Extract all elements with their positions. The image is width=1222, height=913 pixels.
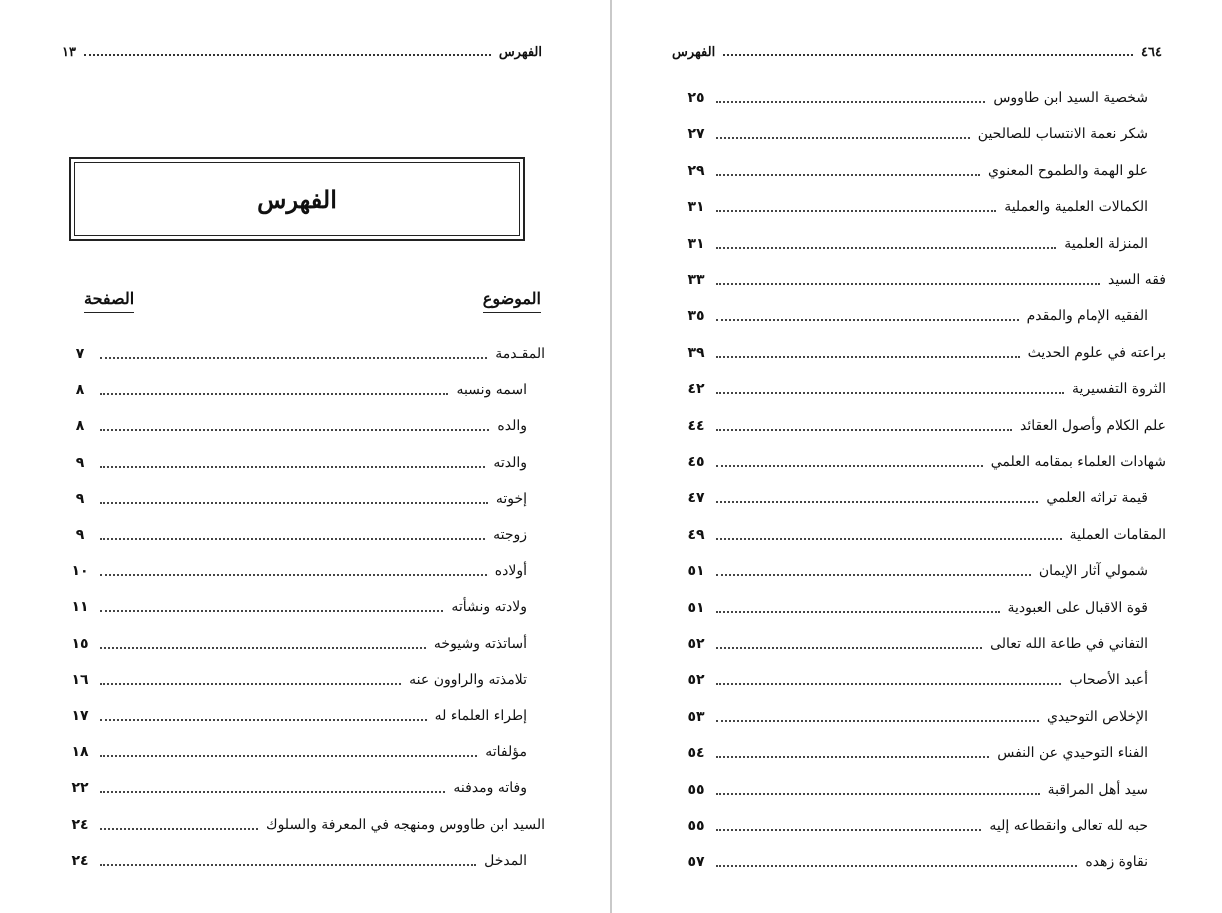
toc-entry (676, 377, 1166, 401)
toc-entry-page: ٥٥ (687, 818, 705, 834)
toc-leader-dots (100, 647, 426, 649)
toc-entry-title: والده (497, 418, 527, 435)
toc-entry (676, 159, 1166, 183)
toc-entry-title: شكر نعمة الانتساب للصالحين (977, 126, 1148, 143)
toc-leader-dots (716, 137, 970, 139)
toc-entry-title: أولاده (494, 563, 527, 580)
toc-entry (60, 813, 545, 837)
toc-entry-title: وفاته ومدفنه (453, 780, 527, 797)
toc-entry-page: ٢٤ (71, 852, 89, 869)
toc-leader-dots (716, 829, 981, 831)
toc-entry-title: براعته في علوم الحديث (1027, 344, 1166, 361)
toc-entry (60, 487, 545, 511)
toc-entry-title: تلامذته والراوون عنه (409, 671, 527, 688)
toc-entry-title: المنزلة العلمية (1064, 235, 1148, 252)
page-column-header: الصفحة (84, 289, 134, 313)
toc-entry (676, 523, 1166, 547)
toc-entry-page: ٤٢ (687, 381, 705, 398)
toc-entry (676, 596, 1166, 620)
index-title: الفهرس (74, 162, 520, 236)
right-toc-list (676, 86, 1166, 886)
left-page (0, 0, 610, 913)
toc-leader-dots (100, 864, 476, 866)
toc-entry (676, 559, 1166, 583)
topic-column-header: الموضوع (483, 289, 541, 313)
toc-entry-page: ٢٧ (687, 126, 705, 143)
toc-leader-dots (716, 429, 1012, 431)
toc-entry (60, 740, 545, 764)
toc-entry-page: ١٥ (71, 635, 89, 652)
toc-leader-dots (716, 501, 1038, 503)
toc-entry-page: ٥٧ (687, 854, 705, 871)
toc-entry-page: ٣١ (687, 199, 705, 216)
toc-entry (676, 705, 1166, 729)
toc-entry (676, 778, 1166, 802)
toc-entry-page: ١٧ (71, 708, 89, 724)
toc-entry-page: ١٨ (71, 744, 89, 761)
toc-entry-page: ٣٣ (687, 272, 705, 288)
toc-entry-page: ٣٩ (687, 344, 705, 361)
left-toc-list (60, 342, 545, 882)
toc-entry-title: نقاوة زهده (1085, 854, 1148, 871)
toc-entry (60, 704, 545, 728)
toc-leader-dots (100, 755, 477, 757)
toc-entry-title: الإخلاص التوحيدي (1046, 708, 1148, 725)
toc-entry-page: ٤٧ (687, 490, 705, 507)
toc-entry-page: ١٠ (71, 563, 89, 580)
toc-entry-title: سيد أهل المراقبة (1047, 781, 1148, 798)
toc-leader-dots (100, 791, 445, 793)
toc-leader-dots (100, 828, 258, 830)
toc-leader-dots (100, 574, 487, 576)
toc-entry-title: الكمالات العلمية والعملية (1004, 199, 1148, 216)
toc-leader-dots (716, 865, 1077, 867)
left-running-head (62, 42, 542, 62)
toc-entry-page: ٥٥ (687, 781, 705, 798)
toc-entry (676, 814, 1166, 838)
toc-leader-dots (716, 174, 980, 176)
toc-leader-dots (100, 719, 427, 721)
toc-entry-page: ١١ (71, 599, 89, 616)
toc-entry-title: علم الكلام وأصول العقائد (1019, 417, 1166, 434)
toc-entry (676, 450, 1166, 474)
index-title-frame (69, 157, 525, 241)
toc-entry-page: ٣١ (687, 235, 705, 252)
toc-entry-title: شهادات العلماء بمقامه العلمي (990, 454, 1166, 470)
toc-entry-page: ٥٢ (687, 636, 705, 652)
toc-leader-dots (716, 210, 996, 212)
toc-entry-title: قوة الاقبال على العبودية (1007, 599, 1148, 616)
toc-entry-page: ٩ (75, 490, 85, 507)
running-head-page-number: ٤٦٤ (1141, 44, 1162, 60)
toc-entry (60, 378, 545, 402)
toc-leader-dots (716, 247, 1056, 249)
toc-leader-dots (716, 101, 985, 103)
toc-leader-dots (100, 538, 485, 540)
toc-leader-dots (716, 465, 983, 467)
toc-entry (676, 668, 1166, 692)
toc-entry-page: ٤٩ (687, 526, 705, 543)
toc-entry (676, 195, 1166, 219)
toc-leader-dots (716, 283, 1100, 285)
toc-entry-page: ٩ (75, 454, 85, 471)
toc-entry (60, 414, 545, 438)
right-running-head (672, 42, 1162, 62)
toc-leader-dots (100, 683, 401, 685)
toc-entry (676, 632, 1166, 656)
toc-entry (60, 451, 545, 475)
toc-entry-title: السيد ابن طاووس ومنهجه في المعرفة والسلوك (266, 816, 545, 833)
running-head-page-number: ١٣ (62, 44, 76, 60)
toc-entry-title: الفناء التوحيدي عن النفس (997, 745, 1148, 762)
toc-leader-dots (716, 756, 989, 758)
toc-entry (676, 122, 1166, 146)
toc-entry-page: ١٦ (71, 671, 89, 688)
toc-entry-page: ٤٤ (687, 417, 705, 434)
toc-entry-page: ٥٢ (687, 672, 705, 689)
toc-leader-dots (100, 502, 488, 504)
toc-entry-title: أعبد الأصحاب (1069, 672, 1148, 689)
toc-entry (676, 304, 1166, 328)
toc-entry-title: زوجته (493, 527, 527, 543)
toc-entry (676, 232, 1166, 256)
running-head-leader (84, 54, 491, 56)
toc-entry-title: المقـدمة (495, 346, 545, 362)
toc-entry (60, 523, 545, 547)
toc-entry-page: ٣٥ (687, 308, 705, 325)
toc-entry (676, 850, 1166, 874)
toc-leader-dots (716, 319, 1019, 321)
toc-entry-page: ٢٩ (687, 162, 705, 179)
toc-entry-title: علو الهمة والطموح المعنوي (988, 162, 1148, 179)
toc-entry-title: المدخل (484, 852, 527, 869)
toc-entry-title: مؤلفاته (485, 744, 527, 761)
toc-entry-title: فقه السيد (1108, 272, 1166, 288)
toc-entry-page: ٥١ (687, 563, 705, 580)
toc-leader-dots (716, 793, 1040, 795)
toc-leader-dots (100, 357, 487, 359)
toc-entry-title: إخوته (495, 490, 527, 507)
right-page (612, 0, 1222, 913)
toc-entry-title: شخصية السيد ابن طاووس (993, 90, 1148, 106)
toc-leader-dots (716, 683, 1061, 685)
toc-entry-title: الفقيه الإمام والمقدم (1026, 308, 1148, 325)
toc-leader-dots (100, 393, 448, 395)
toc-leader-dots (100, 429, 489, 431)
toc-entry-title: شمولي آثار الإيمان (1038, 563, 1148, 580)
toc-entry-page: ٢٤ (71, 816, 89, 833)
toc-entry (60, 776, 545, 800)
toc-entry (60, 559, 545, 583)
toc-entry-page: ٩ (75, 527, 85, 543)
toc-entry (676, 414, 1166, 438)
toc-entry (60, 595, 545, 619)
toc-leader-dots (716, 720, 1039, 722)
toc-entry-title: ولادته ونشأته (451, 599, 527, 616)
toc-entry-page: ٢٢ (71, 780, 89, 797)
toc-entry-title: قيمة تراثه العلمي (1046, 490, 1148, 507)
toc-entry-title: أساتذته وشيوخه (433, 635, 527, 652)
toc-entry (676, 741, 1166, 765)
toc-entry-title: إطراء العلماء له (434, 708, 527, 724)
toc-leader-dots (716, 392, 1064, 394)
toc-entry-page: ٥٤ (687, 745, 705, 762)
toc-leader-dots (716, 611, 1000, 613)
toc-entry (676, 486, 1166, 510)
toc-leader-dots (716, 538, 1062, 540)
toc-leader-dots (716, 647, 982, 649)
toc-entry (60, 632, 545, 656)
running-head-title: الفهرس (498, 44, 542, 60)
toc-entry-page: ٤٥ (687, 454, 705, 470)
toc-entry-title: الثروة التفسيرية (1072, 381, 1166, 398)
toc-entry (60, 668, 545, 692)
toc-entry-page: ٥٣ (687, 708, 705, 725)
toc-leader-dots (100, 466, 485, 468)
toc-entry (676, 86, 1166, 110)
running-head-leader (723, 54, 1133, 56)
toc-entry (60, 342, 545, 366)
toc-entry-title: التفاني في طاعة الله تعالى (990, 636, 1148, 652)
toc-leader-dots (100, 610, 443, 612)
toc-entry-title: والدته (493, 454, 527, 471)
toc-entry-page: ٥١ (687, 599, 705, 616)
toc-entry-page: ٢٥ (687, 90, 705, 106)
toc-entry-page: ٨ (75, 382, 85, 399)
toc-entry (676, 341, 1166, 365)
toc-entry-title: اسمه ونسبه (456, 382, 527, 399)
toc-entry-page: ٧ (75, 346, 85, 362)
toc-entry (60, 849, 545, 873)
toc-entry-title: حبه لله تعالى وانقطاعه إليه (989, 818, 1148, 834)
toc-entry-title: المقامات العملية (1069, 526, 1166, 543)
toc-entry-page: ٨ (75, 418, 85, 435)
toc-leader-dots (716, 356, 1020, 358)
toc-leader-dots (716, 574, 1031, 576)
running-head-title: الفهرس (672, 44, 716, 60)
toc-entry (676, 268, 1166, 292)
